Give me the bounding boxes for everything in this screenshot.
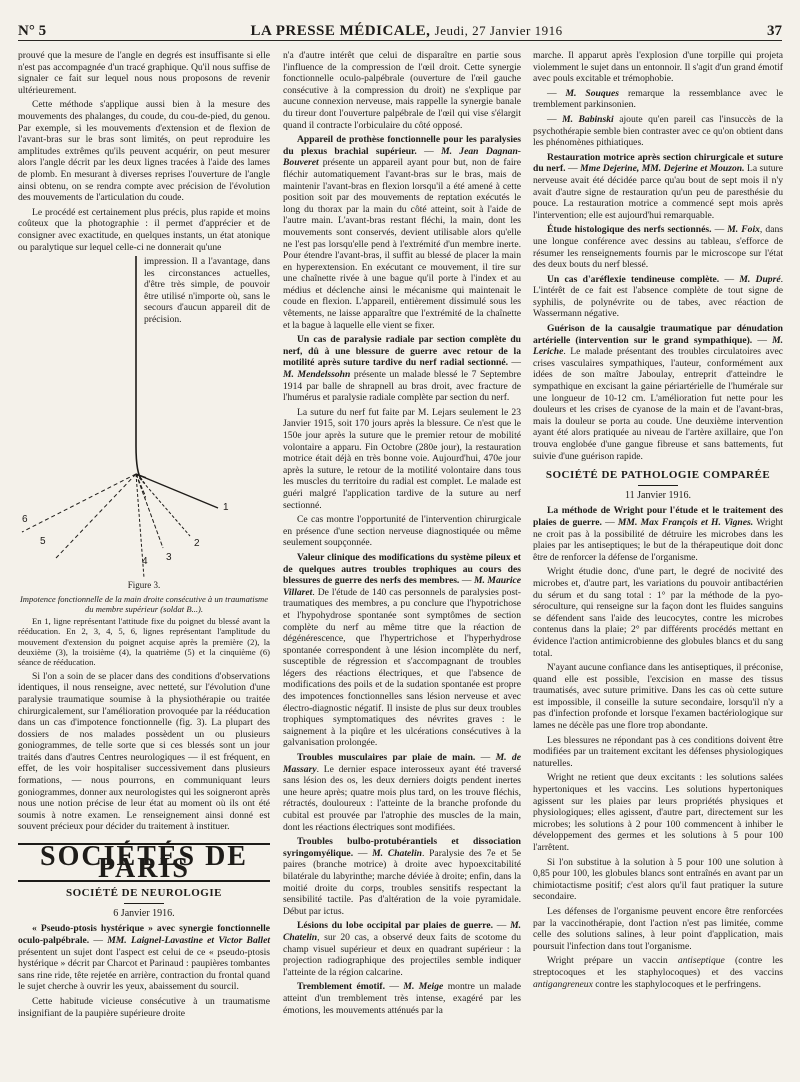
communication-title: Un cas de paralysie radiale par section complète du nerf, dû à une blessure de guerre avec retour de la motilité après suture tardive du nerf radial sectionné. xyxy=(283,334,521,369)
column-left xyxy=(18,50,270,1022)
communication-authors: M. de Massary xyxy=(283,752,521,775)
page-number: 37 xyxy=(766,23,782,39)
column-middle xyxy=(283,50,521,1019)
fig-label-2: 2 xyxy=(194,538,200,550)
communication-text: montre un malade atteint d'un tremblement très intense, exagéré par les émotions, les mouvements atténués par la xyxy=(283,981,522,1016)
paragraph xyxy=(533,955,783,990)
heading-rule xyxy=(638,485,678,486)
communication: La méthode de Wright pour l'étude et le traitement des plaies de guerre. — MM. Max François et H. Vignes. Wright ne croit pas à la possibilité de détruire les microbes dans les plaies par les antiseptiques; le but de la thérapeutique doit donc être de renforcer la défense de l'organisme. xyxy=(533,505,783,563)
paragraph: N'ayant aucune confiance dans les antiseptiques, il préconise, quand elle est possible, l'excision en masse des tissus traumatisés, avec suture primitive. Dans les cas où cette suture est impossible, il conseille la suture secondaire, lorsqu'il n'y a pas d'infection profonde et lorsque l'examen bactériologique sur lames ne décèle pas une flore trop abondante. xyxy=(533,662,783,732)
communication: Valeur clinique des modifications du système pileux et de quelques autres troubles trophiques au cours des blessures de guerre des nerfs des membres. — M. Maurice Villaret. De l'étude de 140 cas personnels de paralysies post-traumatiques des membres, a pu conclure que l'hypotrichose et l'hypohydrose spontanée sont symptômes de section complète du nerf au même titre que la réaction de dégénérescence, que l'hypertrichose et l'hyperhydrose spontanée correspondent à une lésion incomplète du nerf, susceptible de régression et s'accompagnant de troubles légers des réactions électriques, et que l'absence de modifications des poils et de la sudation spontanée est propre des impotences fonctionnelles sans lésion nerveuse et avec électro-diagnostic négatif. Il insiste de plus sur deux troubles trophiques symptomatiques des névrites graves : le saignement à la piqûre et les ulcérations consécutives à la galvanisation prolongée. xyxy=(283,551,522,749)
figure-side-text xyxy=(144,256,270,329)
paragraph: Le procédé est certainement plus précis, plus rapide et moins coûteux que la photographie : il permet d'apprécier et de consigner avec exactitude, en quelques instants, un état atonique ou paralytique sur lequel celle-ci ne donnerait qu'une xyxy=(18,206,270,253)
communication: Lésions du lobe occipital par plaies de guerre. — M. Chatelin, sur 20 cas, a observé deux faits de scotome du champ visuel supérieur et deux en quadrant supérieur : la projection radiographique des projectiles semble indiquer l'atteinte de la région calcarine. xyxy=(283,920,522,978)
communication-title: Un cas d'aréflexie tendineuse complète. xyxy=(547,273,720,285)
figure-legend: En 1, ligne représentant l'attitude fixe du poignet du blessé avant la rééducation. En 2, 3, 4, 5, 6, lignes représentant l'amplitude du mouvement d'extension du poignet acquise après la première (2), la deuxième (3), la troisième (4), la quatrième (5) et la cinquième (6) séance de rééducation. xyxy=(18,615,270,668)
communication: Guérison de la causalgie traumatique par dénudation artérielle (intervention sur le grand sympathique). — M. Leriche. Le malade présentant des troubles circulatoires avec crises vasculaires sympathiques, l'auteur, conformément aux idées de son maître Jaboulay, entreprit d'atteindre le sympathique en excisant la gaine périartérielle de l'humérale sur une longueur de 10-12 cm. L'amélioration fut nette pour les douleurs et les crises de cyanose de la main et de l'avant-bras, mais la douleur se porta au coude. Une deuxième intervention ayant été alors pratiquée au niveau de l'artère axillaire, que l'on trouva englobée d'une gangue fibreuse et sans battements, fut suivie d'une guérison rapide. xyxy=(533,323,783,462)
text-run: (contre les streptocoques et les staphylocoques) et des vaccins xyxy=(533,955,783,978)
communication-text: , dans une longue conférence avec dessins au tableau, s'efforce de résumer les renseignements fournis par le microscope sur l'état des deux bouts du nerf blessé. xyxy=(533,224,783,271)
paragraph: n'a d'autre intérêt que celui de disparaître en partie sous l'influence de la compression de l'œil droit. Cette synergie fonctionnelle oculo-palpébrale (ouverture de l'œil gauche consécutive à la compression du droit) ne s'explique par aucune connexion nerveuse, mais rappelle la synergie banale du tireur dont l'ouverture palpébrale de l'œil qui vise s'élargit quand il contracte l'orbiculaire du côté opposé. xyxy=(283,50,521,131)
communication-title: La méthode de Wright pour l'étude et le traitement des plaies de guerre. xyxy=(533,505,783,528)
communication-title: Étude histologique des nerfs sectionnés. xyxy=(547,224,712,236)
communication-text: De l'étude de 140 cas personnels de paralysies post-traumatiques des membres, a pu conclure que l'hypotrichose et l'hypohydrose spontanée sont symptômes de section complète du nerf au même titre que la réaction de dégénérescence, que l'hypertrichose et l'hyperhydrose spontanée correspondent à une lésion incomplète du nerf, susceptible de régression et s'accompagnant de troubles légers des réactions électriques, et que l'absence de modifications des poils et de la sudation spontanée est propre des impotences fonctionnelles sans lésion nerveuse et avec électro-diagnostic négatif. Il insiste de plus sur deux troubles trophiques symptomatiques des névrites graves : le saignement à la piqûre et les ulcérations consécutives à la galvanisation prolongée. xyxy=(283,586,522,749)
figure-3 xyxy=(18,256,270,578)
communication-title: Troubles musculaires par plaie de main. xyxy=(297,752,476,764)
communication-authors: M. Chatelin xyxy=(372,847,422,859)
line-1 xyxy=(136,474,146,521)
communication-authors: M. Foix xyxy=(727,224,760,236)
text-run: contre les staphylocoques et le perfringens. xyxy=(595,978,761,990)
communication-text: , sur 20 cas, a observé deux faits de scotome du champ visuel supérieur et deux en quadrant supérieur : la projection radiographique des projectiles semble indiquer l'atteinte de la région calcarine. xyxy=(283,931,521,978)
communication: Un cas d'aréflexie tendineuse complète. — M. Dupré. L'intérêt de ce fait est l'absence complète de tout signe de syphilis, de polynévrite ou de tabes, avec réaction de Wassermann négative. xyxy=(533,273,784,320)
paragraph: impression. Il a l'avantage, dans les circonstances actuelles, d'être très simple, de pouvoir être utilisé n'importe où, sans le secours d'aucun appareil dit de précision. xyxy=(144,256,270,326)
communication: Appareil de prothèse fonctionnelle pour les paralysies du plexus brachial supérieur. — M. Jean Dagnan-Bouveret présente un appareil ayant pour but, non de faire fléchir automatiquement l'avant-bras sur le bras, mais de maintenir l'avant-bras en flexion lorsqu'il a été amené à cette position soit par des mouvements de reptation exécutés le long du thorax par la main du côté atteint, soit à l'aide de l'autre main. L'avant-bras restant fléchi, la main, dont les mouvements sont conservés, devient utilisable alors qu'elle ne l'est pas lorsqu'elle pend à l'extrémité d'un membre inerte. Pour étendre l'avant-bras, il suffit au blessé de placer la main en hyperextension. En exécutant ce mouvement, il tire sur une chaînette rivée à une bague qu'il porte à l'index et au médius et déclenche ainsi le mécanisme qui maintenait le coude en flexion. L'appareil, entièrement dissimulé sous les vêtements, ne laisse apparaître que l'extrémité de la chaînette et la bague à laquelle elle vient se fixer. xyxy=(283,134,521,331)
communication: — M. Babinski ajoute qu'en pareil cas l'insuccès de la psychothérapie semble bien contraster avec ce qu'on obtient dans les phénomènes pithiatiques. xyxy=(533,113,784,149)
line-6 xyxy=(22,474,136,532)
figure-title: Figure 3. xyxy=(127,580,161,591)
communication: Troubles musculaires par plaie de main. — M. de Massary. Le dernier espace interosseux ayant été traversé sans lésion des os, les deux derniers doigts pendent inertes une heure après; quatre mois plus tard, on les trouve fléchis, rétractés, douloureux : l'atteinte de la branche profonde du cubital est prouvée par l'atrophie des muscles de la main, dont les réactions électriques sont modifiées. xyxy=(283,752,521,833)
text-run: Wright prépare un vaccin xyxy=(547,955,668,967)
section-banner: SOCIÉTÉS DE PARIS xyxy=(18,843,270,882)
communication-authors: Mme Dejerine, MM. Dejerine et Mouzon. xyxy=(580,163,745,175)
journal-title xyxy=(250,23,562,40)
fig-label-3: 3 xyxy=(166,552,172,564)
communication-authors: M. Souques xyxy=(565,87,619,99)
communication-text: Wright ne croit pas à la possibilité de détruire les microbes dans les plaies par les antiseptiques; le but de la thérapeutique doit donc être de renforcer la défense de l'organisme. xyxy=(533,516,783,563)
communication-text: ajoute qu'en pareil cas l'insuccès de la psychothérapie semble bien contraster avec ce qu'on obtient dans les phénomènes pithiatiques. xyxy=(533,113,784,149)
text-run-italic: antigangreneux xyxy=(533,978,593,990)
paragraph: marche. Il apparut après l'explosion d'une torpille qui projeta violemment le sujet dans un entonnoir. Il s'agit d'un grand émotif avec pouls excitable et trémophobie. xyxy=(533,50,783,85)
paragraph: La suture du nerf fut faite par M. Lejars seulement le 23 Janvier 1915, soit 170 jours après la blessure. Ce n'est que le 150e jour après la suture que le premier retour de mobilité volontaire a apparu. Fin Octobre (280e jour), la restauration motrice était déjà en très bonne voie. Aujourd'hui, 470e jour après la suture, le retour de la motilité volontaire dans tous les muscles du territoire du radial est complet. Le malade est guéri malgré l'application tardive de la suture au nerf sectionné. xyxy=(283,406,521,511)
communication-text: . Le malade présentant des troubles circulatoires avec crises vasculaires sympathiques, l'auteur, conformément aux idées de son maître Jaboulay, entreprit d'atteindre le sympathique en excisant la gaine périartérielle de l'humérale sur une longueur de 10-12 cm. L'amélioration fut nette pour les douleurs et les crises de cyanose de la main et de l'avant-bras, mais la douleur se porta au coude. Une deuxième intervention ayant été alors pratiquée au niveau de l'artère axillaire, que l'on trouva englobée d'une gangue fibreuse et sans battements, fut suivie d'une guérison rapide. xyxy=(533,346,783,462)
communication-authors: MM. Max François et H. Vignes. xyxy=(617,516,754,528)
society-heading: SOCIÉTÉ DE NEUROLOGIE xyxy=(66,887,222,900)
communication: — M. Souques remarque la ressemblance avec le tremblement parkinsonien. xyxy=(533,87,783,111)
communication-text: présente un appareil ayant pour but, non de faire fléchir automatiquement l'avant-bras sur le bras, mais de maintenir l'avant-bras en flexion lorsqu'il a été amené à cette position soit par des mouvements de reptation exécutés le long du thorax par la main du côté atteint, soit à l'aide de l'autre main. L'avant-bras restant fléchi, la main, dont les mouvements sont conservés, devient utilisable alors qu'elle ne l'est pas lorsqu'elle pend à l'extrémité d'un membre inerte. Pour étendre l'avant-bras, il suffit au blessé de placer la main en hyperextension. En exécutant ce mouvement, il tire sur une chaînette rivée à une bague qu'il porte à l'index et au médius et déclenche ainsi le mécanisme qui maintenait le coude en flexion. L'appareil, entièrement dissimulé sous les vêtements, ne laisse apparaître que l'extrémité de la chaînette et la bague à laquelle elle vient se fixer. xyxy=(283,157,521,331)
society-heading: SOCIÉTÉ DE PATHOLOGIE COMPARÉE xyxy=(545,469,771,482)
fig-label-6: 6 xyxy=(22,514,28,526)
communication: Un cas de paralysie radiale par section complète du nerf, dû à une blessure de guerre avec retour de la motilité après suture tardive du nerf radial sectionné. — M. Mendelssohn présente un malade blessé le 7 Septembre 1914 par balle de shrapnell au bras droit, avec fracture de l'humérus et paralysie radiale complète par section du nerf. xyxy=(283,334,521,404)
communication-text: présente un malade blessé le 7 Septembre 1914 par balle de shrapnell au bras droit, avec fracture de l'humérus et paralysie radiale complète par section du nerf. xyxy=(283,369,521,404)
communication: Troubles bulbo-protubérantiels et dissociation syringomyélique. — M. Chatelin. Paralysie des 7e et 5e paires (branche motrice) à droite avec hypoexcitabilité bilatérale du labyrinthe; marche déviée à droite; enfin, dans la moitié droite du corps, troubles sensitifs respectant la sensibilité tactile. Pas d'altération de la voie pyramidale. Début par ictus. xyxy=(283,836,522,917)
communication-text: La suture nerveuse avait été décidée parce qu'au bout de sept mois il n'y avait d'autre signe de restauration qu'un peu de paresthésie du pouce. La restauration motrice a commencé sept mois après l'intervention; elle est aujourd'hui remarquable. xyxy=(533,163,783,221)
paragraph: Wright ne retient que deux excitants : les solutions salées hypertoniques et les vaccins. Les solutions hypertoniques agissent sur les plaies par leurs propriétés physiques et physiologiques; elles agissent, d'autre part, directement sur les microbes; les solutions à 2 pour 100 commencent à inhiber le développement des germes et les solutions à 5 pour 100 l'arrêtent. xyxy=(533,772,783,853)
communication-title: Troubles bulbo-protubérantiels et dissociation syringomyélique. xyxy=(283,836,521,859)
communication: Restauration motrice après section chirurgicale et suture du nerf. — Mme Dejerine, MM. Dejerine et Mouzon. La suture nerveuse avait été décidée parce qu'au bout de sept mois il n'y avait d'autre signe de restauration qu'un peu de paresthésie du pouce. La restauration motrice a commencé sept mois après l'intervention; elle est aujourd'hui remarquable. xyxy=(533,151,783,221)
communication-title: Tremblement émotif. xyxy=(297,981,385,993)
figure-caption: Impotence fonctionnelle de la main droite consécutive à un traumatisme du membre supérieur (soldat B...). xyxy=(19,593,269,614)
paragraph: Les blessures ne répondant pas à ces conditions doivent être modifiées par un traitement excitant les défenses physiologiques naturelles. xyxy=(533,734,783,769)
page-header xyxy=(18,18,782,41)
communication-authors: M. Jean Dagnan-Bouveret xyxy=(283,145,521,169)
paragraph: Cette méthode s'applique aussi bien à la mesure des mouvements des phalanges, du coude, du cou-de-pied, du genou. Par exemple, si les mouvements d'extension et de flexion de l'avant-bras sur le bras sont limités, on peut reproduire les amplitudes extrêmes qu'ils peuvent acquérir, on peut mesurer alors l'angle décrit par les deux lignes tracées à l'aide des lames de plomb. En mesurant à diverses reprises l'ouverture de l'angle ainsi obtenu, on se rendra compte avec précision de l'évolution des mouvements de l'articulation du coude. xyxy=(18,99,270,204)
communication-title: « Pseudo-ptosis hystérique » avec synergie fonctionnelle oculo-palpébrale. xyxy=(18,923,270,946)
heading-rule xyxy=(124,903,164,904)
communication-authors: M. Maurice Villaret xyxy=(283,575,522,598)
communication-text: . L'intérêt de ce fait est l'absence complète de tout signe de syphilis, de polynévrite ou de tabes, avec réaction de Wassermann négative. xyxy=(533,273,784,320)
fig-label-5: 5 xyxy=(40,536,46,548)
goniogram-drawing xyxy=(18,256,146,578)
text-run-italic: antiseptique xyxy=(677,955,725,967)
communication-title: Appareil de prothèse fonctionnelle pour les paralysies du plexus brachial supérieur. xyxy=(283,134,521,157)
fig-label-4: 4 xyxy=(142,556,148,568)
paragraph: Wright étudie donc, d'une part, le degré de nocivité des microbes et, d'autre part, les variations du pouvoir antibactérien du sérum et du sang total : 1° par la méthode de la pyo-séroculture, qui renseigne sur la façon dont les fluides sanguins se défendent sans l'aide des leucocytes, contre les microbes contenus dans la plaie; 2° par différents procédés mettant en évidence l'action antimicrobienne des globules blancs et du sang total. xyxy=(533,566,783,659)
communication-title: Restauration motrice après section chirurgicale et suture du nerf. xyxy=(533,151,783,175)
communication: Tremblement émotif. — M. Meige montre un malade atteint d'un tremblement très intense, exagéré par les émotions, les mouvements atténués par la xyxy=(283,981,522,1016)
issue-date: Jeudi, 27 Janvier 1916 xyxy=(434,23,563,38)
communication-authors: M. Leriche xyxy=(533,334,783,358)
fig-label-1: 1 xyxy=(223,502,229,514)
paragraph: Si l'on substitue à la solution à 5 pour 100 une solution à 0,85 pour 100, les globules blancs sont entraînés en avant par un chimiotactisme positif; c'est alors qu'il faut pratiquer la suture secondaire. xyxy=(533,856,783,903)
paragraph: prouvé que la mesure de l'angle en degrés est insuffisante si elle n'est pas accompagnée d'un tracé graphique. Qu'il nous suffise de signaler ce fait sur lequel nous nous proposons de revenir ultérieurement. xyxy=(18,50,270,96)
communication-authors: M. Dupré xyxy=(739,273,781,285)
communication-authors: M. Mendelssohn xyxy=(283,369,351,381)
paragraph: Ce cas montre l'opportunité de l'intervention chirurgicale en présence d'une section nerveuse diagnostiquée ou même seulement soupçonnée. xyxy=(283,514,521,549)
forearm-line xyxy=(136,256,142,480)
line-1-extended xyxy=(136,474,218,508)
issue-number: N° 5 xyxy=(18,23,47,39)
paragraph: Si l'on a soin de se placer dans des conditions d'observations identiques, il nous renseigne, avec netteté, sur l'évolution d'une paralysie traumatique soumise à la physiothérapie ou traitée chirurgicalement, sur l'amélioration provoquée par la rééducation dans un cas d'impotence fonctionnelle (fig. 3). La plupart des dossiers de nos malades possèdent un ou plusieurs goniogrammes, de telle sorte que si ces blessés sont un jour traités dans d'autres Centres neurologiques — il est fréquent, en effet, de les voir hospitaliser successivement dans plusieurs formations, — nous pourrons, en communiquant leurs goniogrammes, donner aux neurologistes qui les soigneront après nous une notion précise de leur état au moment où ils ont été soumis à notre examen. Le renseignement ainsi donné est souvent précieux pour décider du traitement à instituer. xyxy=(18,670,270,833)
communication: Étude histologique des nerfs sectionnés. — M. Foix, dans une longue conférence avec dessins au tableau, s'efforce de résumer les renseignements fournis par le microscope sur l'état des deux bouts du nerf blessé. xyxy=(533,224,783,271)
communication-title: Valeur clinique des modifications du système pileux et de quelques autres troubles trophiques au cours des blessures de guerre des nerfs des membres. xyxy=(283,551,521,587)
paragraph: Cette habitude vicieuse consécutive à un traumatisme insignifiant de la paupière supérieure droite xyxy=(18,995,270,1019)
communication-authors: MM. Laignel-Lavastine et Victor Ballet xyxy=(107,935,271,946)
session-date: 6 Janvier 1916. xyxy=(113,907,175,919)
communication-text: Paralysie des 7e et 5e paires (branche motrice) à droite avec hypoexcitabilité bilatérale du labyrinthe; marche déviée à droite; enfin, dans la moitié droite du corps, troubles sensitifs respectant la sensibilité tactile. Pas d'altération de la voie pyramidale. Début par ictus. xyxy=(283,847,522,917)
journal-name: LA PRESSE MÉDICALE, xyxy=(250,23,431,39)
communication-text: présentent un sujet dont l'aspect est celui de ce « pseudo-ptosis hystérique » décrit par Charcot et Parinaud : paupières tombantes sans rine ride, tête rejetée en arrière, contraction du frontal quand le sujet cherche à ouvrir les yeux, abaissement du sourcil. xyxy=(18,946,270,993)
communication-title: Guérison de la causalgie traumatique par dénudation artérielle (intervention sur le grand sympathique). xyxy=(533,323,783,346)
column-right xyxy=(533,50,783,993)
communication-title: Lésions du lobe occipital par plaies de guerre. xyxy=(297,920,494,932)
session-date: 11 Janvier 1916. xyxy=(624,489,691,501)
communication: « Pseudo-ptosis hystérique » avec synergie fonctionnelle oculo-palpébrale. — MM. Laignel-Lavastine et Victor Ballet présentent un sujet dont l'aspect est celui de ce « pseudo-ptosis hystérique » décrit par Charcot et Parinaud : paupières tombantes sans rine ride, tête rejetée en arrière, contraction du frontal quand le sujet cherche à ouvrir les yeux, abaissement du sourcil. xyxy=(18,923,271,993)
line-5 xyxy=(56,474,136,558)
paragraph: Les défenses de l'organisme peuvent encore être renforcées par la vaccinothérapie, dont l'action n'est pas limitée, comme celle des solutions salines, à leur point d'application, mais poursuit l'infection dans tout l'organisme. xyxy=(533,905,783,952)
communication-authors: M. Meige xyxy=(403,981,444,993)
communication-authors: M. Babinski xyxy=(562,113,614,125)
communication-text: Le dernier espace interosseux ayant été traversé sans lésion des os, les deux derniers doigts pendent inertes une heure après; quatre mois plus tard, on les trouve fléchis, rétractés, douloureux : l'atteinte de la branche profonde du cubital est prouvée par l'atrophie des muscles de la main, dont les réactions électriques sont modifiées. xyxy=(283,763,521,833)
communication-text: remarque la ressemblance avec le tremblement parkinsonien. xyxy=(533,87,783,111)
communication-authors: M. Chatelin xyxy=(283,920,522,943)
